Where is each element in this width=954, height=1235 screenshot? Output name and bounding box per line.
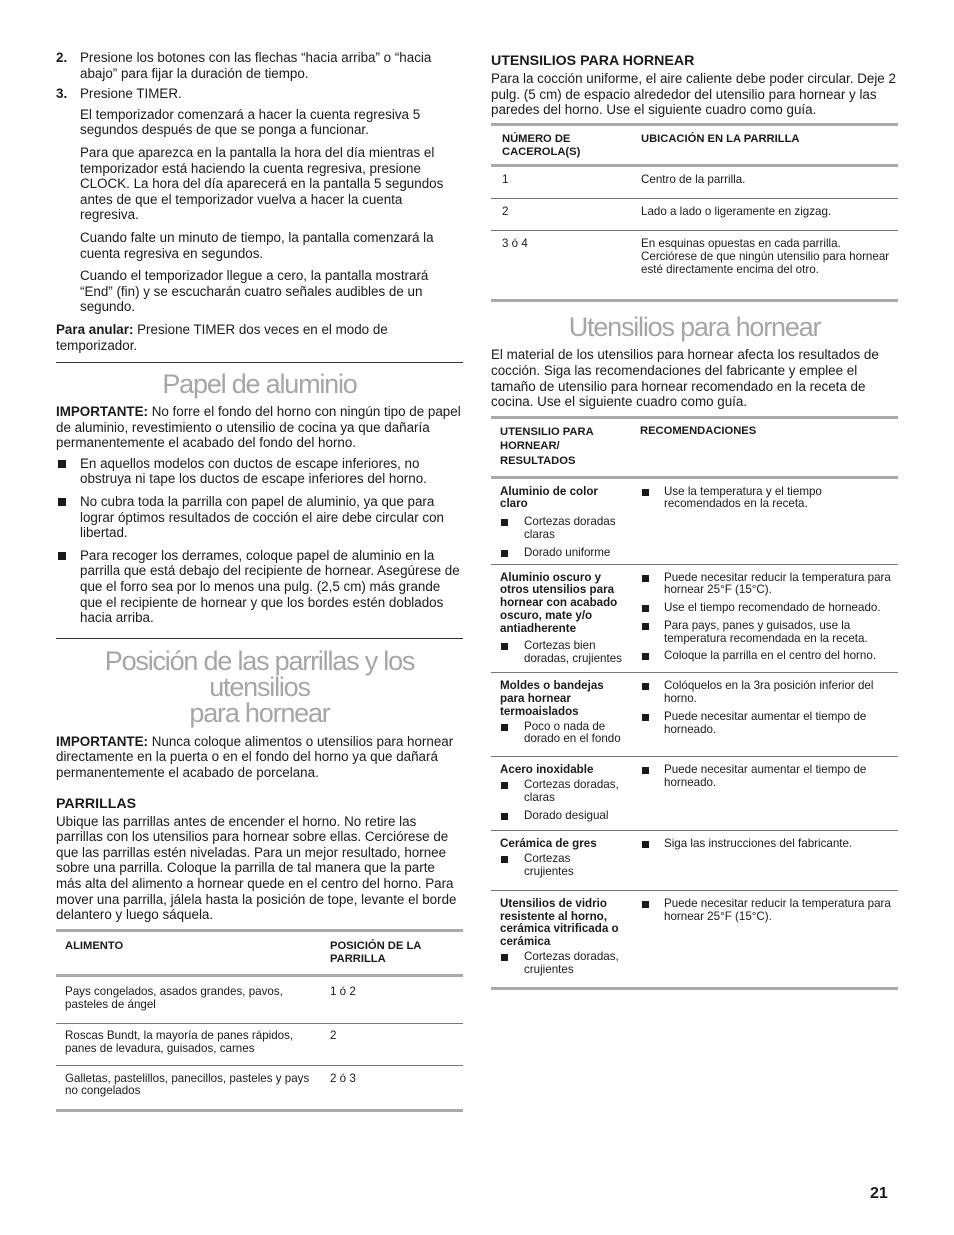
paragraph: El temporizador comenzará a hacer la cuenta regresiva 5 segundos después de que se ponga a funcionar. [80,106,421,138]
paragraph: Cuando falte un minuto de tiempo, la pantalla comenzará la cuenta regresiva en segundos. [80,229,434,261]
bullet-square-icon [501,782,508,789]
table-cell: 3 ó 4 [502,236,528,250]
step-text: Presione TIMER. [80,86,182,102]
bullet-square-icon [642,605,649,612]
section-rule [56,362,463,363]
table-row [56,1023,463,1065]
table-cell: En esquinas opuestas en cada parrilla. Cerciórese de que ningún utensilio para hornear esté directamente encima del otro. [641,236,890,276]
bullet-square-icon [501,856,508,863]
result-text: Dorado desigual [524,808,609,822]
bullet-square-icon [58,460,66,468]
result-text: Cortezas doradas, claras [524,778,619,804]
table-row [56,1065,463,1111]
result-text: Cortezas doradas, crujientes [524,950,619,976]
bullet-square-icon [642,841,649,848]
table-row [491,673,898,757]
result-item [500,810,622,823]
list-item-text: En aquellos modelos con ductos de escape inferiores, no obstruya ni tape los ductos de escape inferiores del horno. [80,455,427,487]
recommendation-cell [626,890,898,988]
table-row [491,757,898,831]
bakeware-cell [491,890,626,988]
table-header: UBICACIÓN EN LA PARRILLA [641,132,800,145]
step-text: Presione los botones con las flechas “hacia arriba” o “hacia abajo” para fijar la duración de tiempo. [80,50,432,81]
table-cell: Roscas Bundt, la mayoría de panes rápidos, panes de levadura, guisados, carnes [65,1028,294,1055]
table-cell: Pays congelados, asados grandes, pavos, pasteles de ángel [65,985,283,1012]
section-title-utensils: Utensilios para hornear [568,312,821,343]
bakeware-name: Aluminio oscuro y otros utensilios para hornear con acabado oscuro, mate y/o antiadherente [500,570,618,635]
result-text: Cortezas doradas claras [524,515,616,541]
step-number: 2. [56,50,68,65]
bullet-square-icon [501,813,508,820]
page-number: 21 [870,1185,888,1202]
recommendation-cell [626,477,898,564]
bakeware-name: Cerámica de gres [500,837,597,851]
recommendation-cell [626,673,898,757]
cancel-note [56,322,463,353]
result-item [500,516,622,542]
table-header-row [491,417,898,477]
paragraph: Para que aparezca en la pantalla la hora del día mientras el temporizador está haciendo la cuenta regresiva, presione CLOCK. La hora del día aparecerá en la pantalla 5 segundos antes de que el temporizador vuelva a hacer la cuenta regresiva. [80,144,444,223]
recommendation-item [640,602,894,615]
recommendation-item [640,620,894,646]
recommendation-item [640,711,894,737]
bullet-square-icon [58,552,66,560]
table-row [491,166,898,199]
cancel-text: Presione TIMER dos veces en el modo de temporizador. [56,321,388,353]
important-text: Nunca coloque alimentos o utensilios para hornear directamente en la puerta o en el fondo del horno ya que dañará permanentemente el acabado de porcelana. [56,733,454,780]
table-header: ALIMENTO [65,939,124,952]
table-cell: 2 [330,1028,337,1042]
result-item [500,951,622,977]
table-cell: Centro de la parrilla. [641,173,746,187]
important-label: IMPORTANTE: [56,404,148,420]
bullet-square-icon [642,714,649,721]
table-header: NÚMERO DE CACEROLA(S) [502,132,581,158]
bullet-square-icon [642,489,649,496]
section-title-foil: Papel de aluminio [162,369,357,400]
racks-text: Ubique las parrillas antes de encender el horno. No retire las parrillas con los utensilios para hornear sobre ellas. Cerciórese de que las parrillas estén niveladas. Para un mejor resultado, hornee sobre una parrilla. Coloque la parrilla de tal manera que la parte más alta del alimento a hornear quede en el centro del horno. Para mover una parrilla, jálela hasta la posición de tope, levante el borde delantero y luego sáquela. [56,813,457,923]
bullet-square-icon [642,623,649,630]
bakeware-name: Utensilios de vidrio resistente al horno, cerámica vitrificada o cerámica [500,896,619,949]
result-item [500,547,622,560]
table-row [491,831,898,890]
recommendation-item [640,764,894,790]
foil-important [56,404,463,451]
table-row [491,199,898,231]
bullet-square-icon [642,683,649,690]
rack-position-table [56,929,463,1112]
recommendation-item [640,486,894,512]
left-column [56,50,463,1112]
recommendation-item [640,572,894,598]
bakeware-name: Moldes o bandejas para hornear termoaislados [500,679,604,718]
table-header-row [56,930,463,976]
recommendation-text: Colóquelos en la 3ra posición inferior del horno. [664,679,874,706]
pan-placement-table [491,123,898,303]
result-item [500,640,622,666]
step-number: 3. [56,86,68,102]
cancel-label: Para anular: [56,321,134,337]
utensils-text: El material de los utensilios para hornear afecta los resultados de cocción. Siga las recomendaciones del fabricante y emplee el tamaño de utensilio para hornear recomendado en la receta de cocina. Use el siguiente cuadro como guía. [491,347,879,410]
table-cell: Lado a lado o ligeramente en zigzag. [641,205,832,219]
bakeware-cell [491,757,626,831]
result-text: Poco o nada de dorado en el fondo [524,719,621,746]
bakeware-cell [491,477,626,564]
table-header: POSICIÓN DE LA PARRILLA [330,939,421,965]
bakeware-cell [491,673,626,757]
table-row [491,564,898,673]
list-item [56,494,463,541]
recommendation-cell [626,564,898,673]
recommendation-cell [626,757,898,831]
bullet-square-icon [501,519,508,526]
result-text: Dorado uniforme [524,545,611,559]
table-row [491,890,898,988]
table-cell: 2 ó 3 [330,1071,356,1085]
section-rule [56,638,463,639]
bullet-square-icon [642,767,649,774]
bakeware-name: Acero inoxidable [500,763,594,777]
table-header: UTENSILIO PARA HORNEAR/ RESULTADOS [500,425,594,467]
bullet-square-icon [642,653,649,660]
recommendation-cell [626,831,898,890]
result-item [500,779,622,805]
bullet-square-icon [501,550,508,557]
bullet-square-icon [642,901,649,908]
recommendation-item [640,838,894,851]
table-header: RECOMENDACIONES [640,424,757,437]
recommendation-text: Para pays, panes y guisados, use la temperatura recomendada en la receta. [664,618,868,645]
title-line: para hornear [189,697,330,728]
recommendation-text: Use el tiempo recomendado de horneado. [664,601,881,615]
recommendation-text: Puede necesitar reducir la temperatura para hornear 25°F (15°C). [664,896,891,923]
bullet-square-icon [501,954,508,961]
bullet-square-icon [58,498,66,506]
table-row [491,230,898,300]
right-column [491,50,898,990]
bakeware-text: Para la cocción uniforme, el aire caliente debe poder circular. Deje 2 pulg. (5 cm) de espacio alrededor del utensilio para hornear y las paredes del horno. Use el siguiente cuadro como guía. [491,71,896,118]
list-item-text: Para recoger los derrames, coloque papel de aluminio en la parrilla que está debajo del recipiente de hornear. Asegúrese de que el forro sea por lo menos una pulg. (2,5 cm) más grande que el recipiente de hornear y que los bordes estén doblados hacia arriba. [80,547,460,626]
bakeware-heading: UTENSILIOS PARA HORNEAR [491,53,695,69]
bakeware-cell [491,831,626,890]
result-text: Cortezas bien doradas, crujientes [524,639,622,666]
result-item [500,853,622,879]
table-row [56,976,463,1024]
important-text: No forre el fondo del horno con ningún tipo de papel de aluminio, revestimiento o utensilio de cocina ya que dañaría permanentemente el acabado del fondo del horno. [56,404,461,451]
important-label: IMPORTANTE: [56,733,148,749]
result-item [500,721,622,747]
title-line: Posición de las parrillas y los utensilios [104,645,415,702]
bakeware-recommendations-table [491,416,898,990]
paragraph: Cuando el temporizador llegue a cero, la pantalla mostrará “End” (fin) y se escucharán cuatro señales audibles de un segundo. [80,268,429,315]
table-cell: 1 ó 2 [330,985,356,999]
table-cell: 2 [502,205,509,219]
recommendation-item [640,680,894,706]
recommendation-text: Puede necesitar aumentar el tiempo de horneado. [664,709,867,736]
racks-heading: PARRILLAS [56,795,137,812]
recommendation-item [640,650,894,663]
list-item [56,456,463,487]
table-header-row [491,124,898,166]
position-important [56,734,463,781]
step-2 [56,50,463,81]
recommendation-text: Coloque la parrilla en el centro del horno. [664,649,877,663]
section-title-rack-position [56,645,463,728]
recommendation-item [640,898,894,924]
recommendation-text: Use la temperatura y el tiempo recomendados en la receta. [664,484,822,511]
list-item-text: No cubra toda la parrilla con papel de aluminio, ya que para lograr óptimos resultados de cocción el aire debe circular con libertad. [80,494,444,541]
result-text: Cortezas crujientes [524,852,574,879]
step-3 [56,86,463,102]
bullet-square-icon [642,575,649,582]
recommendation-text: Puede necesitar aumentar el tiempo de horneado. [664,763,867,790]
bullet-square-icon [501,724,508,731]
bakeware-name: Aluminio de color claro [500,484,598,511]
table-row [491,477,898,564]
table-cell: Galletas, pastelillos, panecillos, pasteles y pays no congelados [65,1071,310,1098]
bullet-square-icon [501,643,508,650]
list-item [56,548,463,626]
recommendation-text: Puede necesitar reducir la temperatura para hornear 25°F (15°C). [664,570,891,597]
table-cell: 1 [502,173,509,187]
bakeware-cell [491,564,626,673]
recommendation-text: Siga las instrucciones del fabricante. [664,837,853,851]
